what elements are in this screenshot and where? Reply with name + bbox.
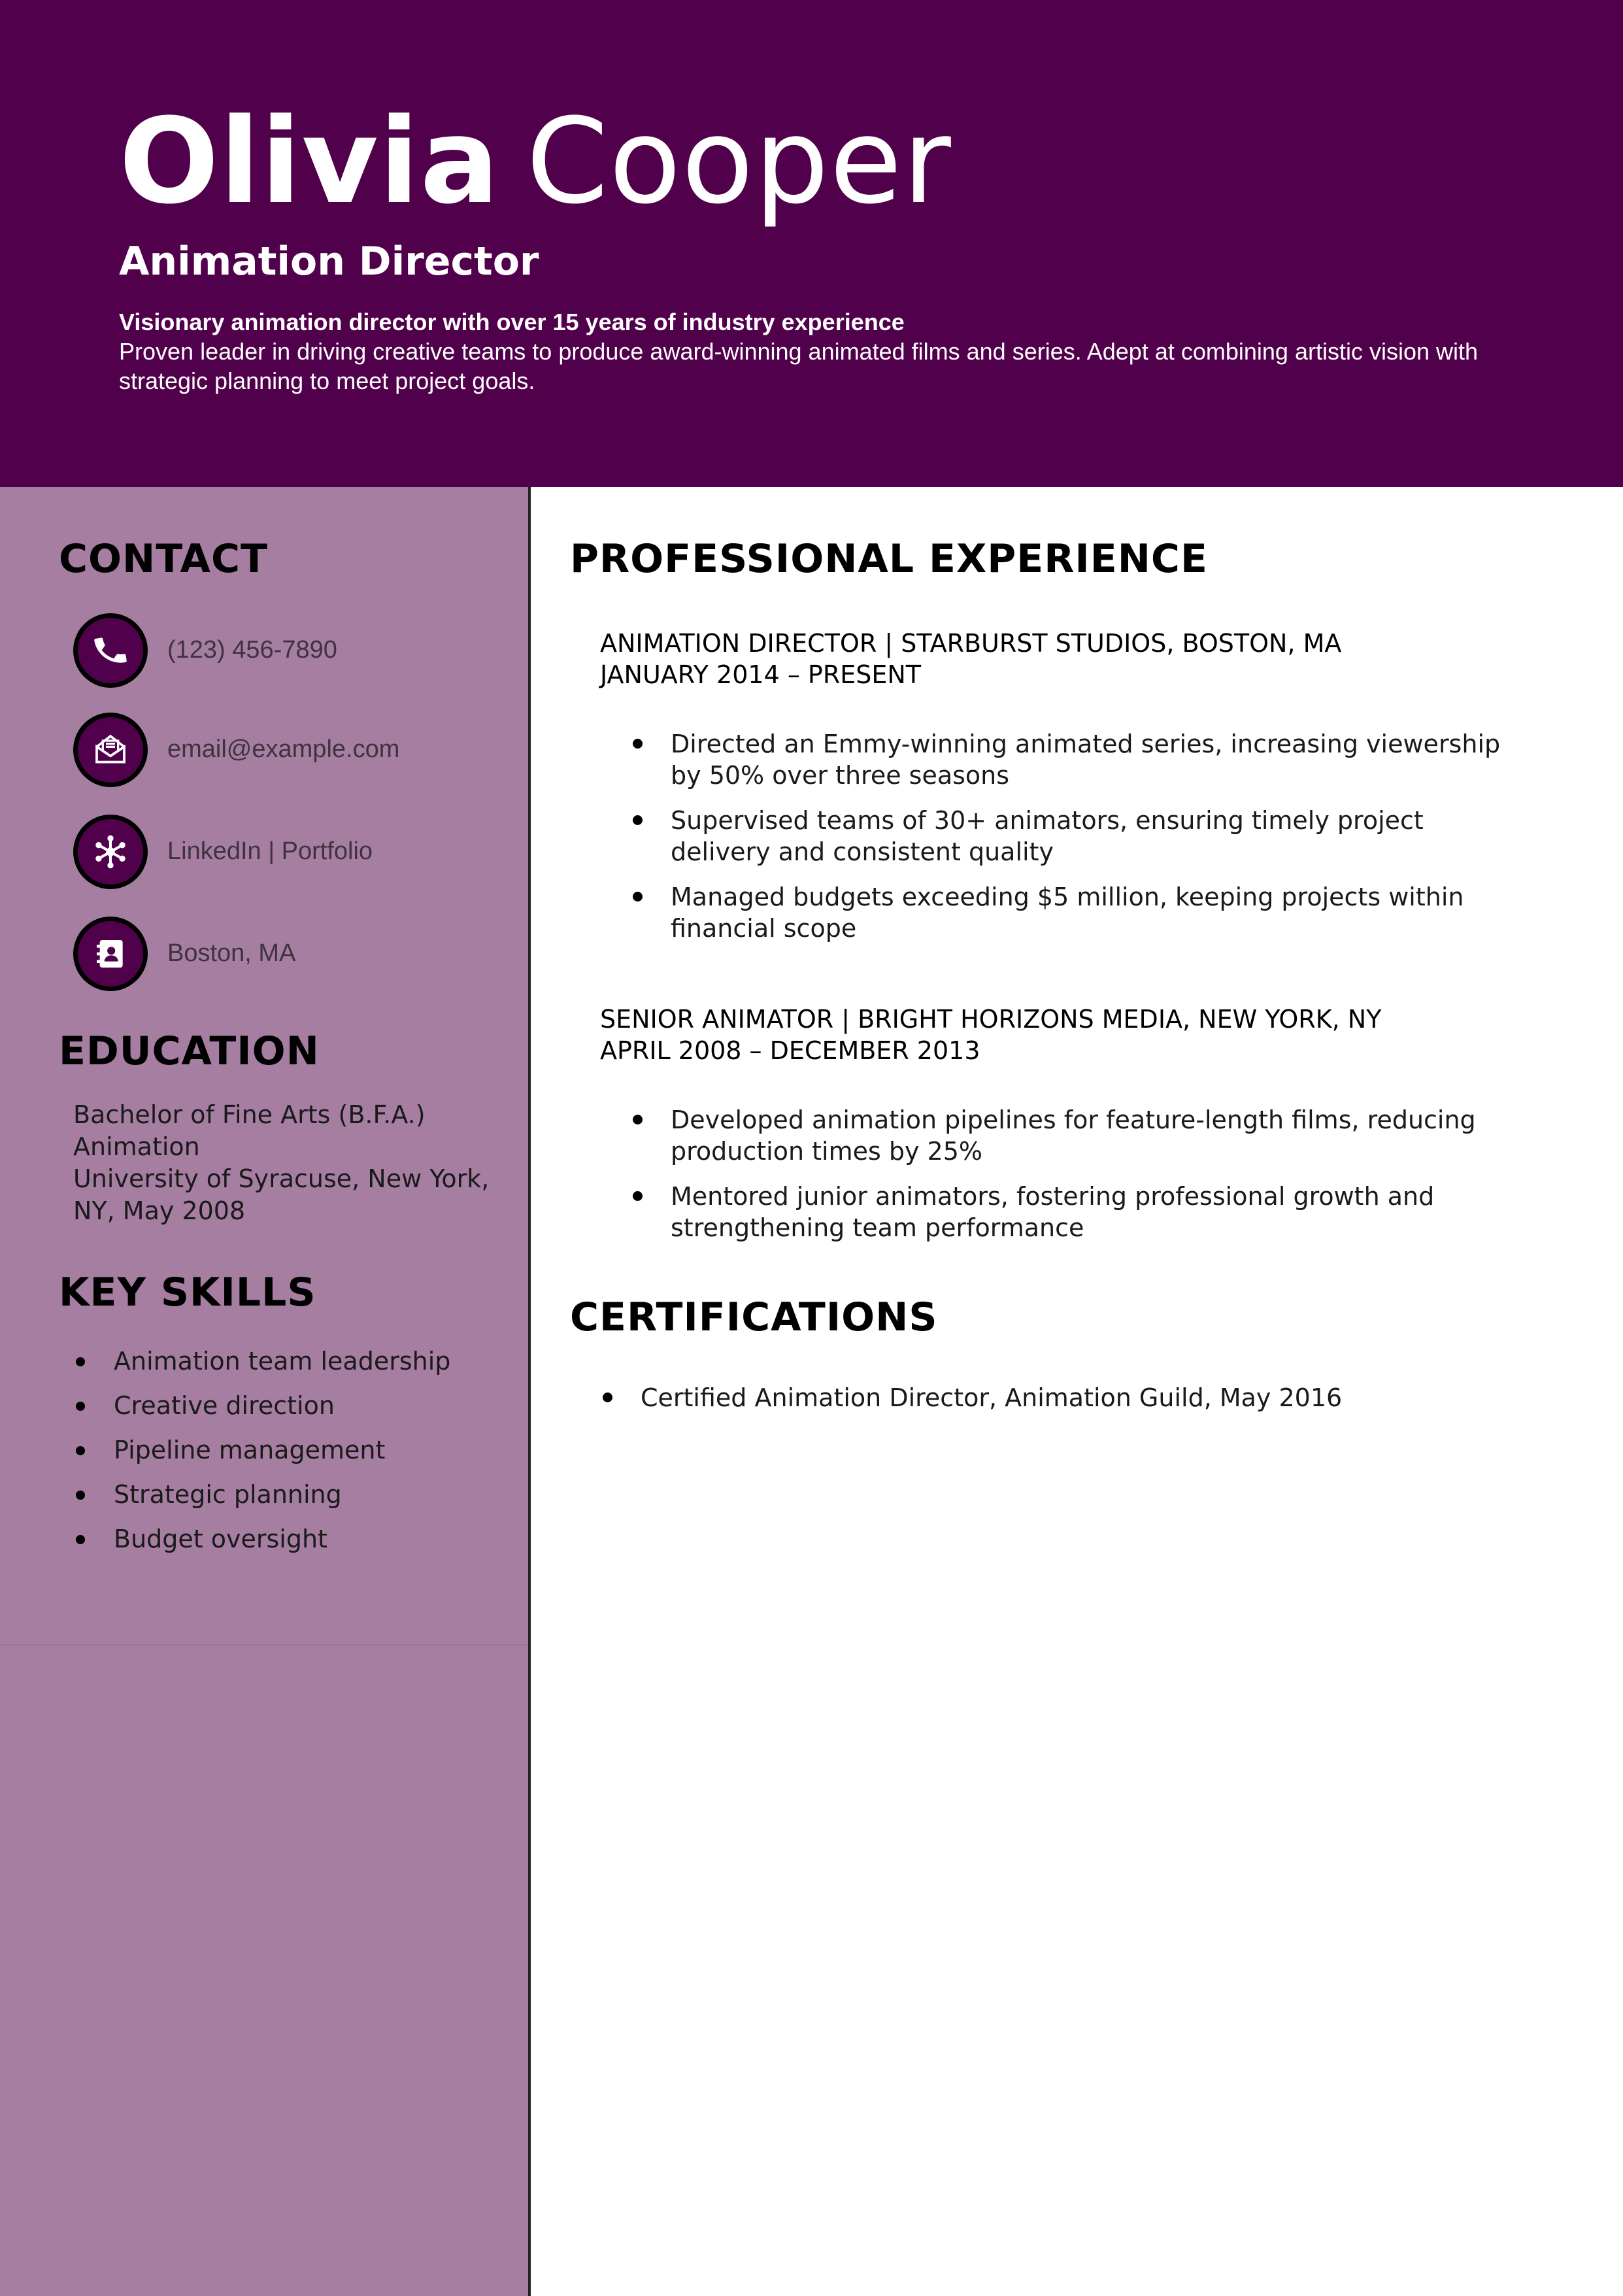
education-degree: Bachelor of Fine Arts (B.F.A.) xyxy=(73,1100,426,1129)
job-bullets xyxy=(600,728,1515,958)
experience-heading: PROFESSIONAL EXPERIENCE xyxy=(570,536,1208,582)
skill-item: Strategic planning xyxy=(73,1472,518,1517)
first-name: Olivia xyxy=(119,93,500,230)
contact-email xyxy=(73,713,518,788)
skills-list xyxy=(73,1339,518,1561)
contact-email-text[interactable]: email@example.com xyxy=(167,735,400,763)
job-role: Animation Director xyxy=(119,239,539,284)
certifications-heading: CERTIFICATIONS xyxy=(570,1294,938,1340)
job-bullet: Mentored junior animators, fostering professional growth and strengthening team performance xyxy=(600,1181,1515,1243)
skill-item: Budget oversight xyxy=(73,1517,518,1561)
contact-phone xyxy=(73,613,518,689)
job-title: SENIOR ANIMATOR | BRIGHT HORIZONS MEDIA, NEW YORK, NY xyxy=(600,1005,1382,1034)
contact-links-text[interactable]: LinkedIn | Portfolio xyxy=(167,837,373,865)
summary-headline: Visionary animation director with over 15 years of industry experience xyxy=(119,309,905,335)
phone-icon xyxy=(73,613,148,688)
job-bullet: Developed animation pipelines for feature-length films, reducing production times by 25% xyxy=(600,1104,1515,1167)
job-bullet: Supervised teams of 30+ animators, ensuring timely project delivery and consistent quality xyxy=(600,805,1515,868)
contact-phone-text[interactable]: (123) 456-7890 xyxy=(167,636,337,664)
last-name: Cooper xyxy=(526,93,952,230)
contact-links xyxy=(73,815,518,890)
job-bullet: Directed an Emmy-winning animated series, increasing viewership by 50% over three seasons xyxy=(600,728,1515,791)
job-bullets xyxy=(600,1104,1515,1257)
skills-heading: KEY SKILLS xyxy=(59,1270,316,1315)
contact-heading: CONTACT xyxy=(59,536,268,582)
job-dates: APRIL 2008 – DECEMBER 2013 xyxy=(600,1036,980,1065)
certification-item: Certified Animation Director, Animation Guild, May 2016 xyxy=(570,1382,1550,1413)
education-location-date: NY, May 2008 xyxy=(73,1196,246,1225)
address-book-icon xyxy=(73,917,148,991)
job-bullet: Managed budgets exceeding $5 million, keeping projects within financial scope xyxy=(600,881,1515,944)
page-fold-line xyxy=(0,1644,528,1646)
education-heading: EDUCATION xyxy=(59,1028,320,1074)
skill-item: Creative direction xyxy=(73,1383,518,1428)
education-major: Animation xyxy=(73,1132,200,1161)
contact-location-text: Boston, MA xyxy=(167,939,296,967)
skill-item: Animation team leadership xyxy=(73,1339,518,1383)
summary-text: Proven leader in driving creative teams to produce award-winning animated films and series. Adept at combining artistic vision with strategic planning to meet project goals. xyxy=(119,338,1479,394)
header-banner xyxy=(0,0,1623,487)
education-school: University of Syracuse, New York, xyxy=(73,1164,490,1193)
contact-location xyxy=(73,917,518,992)
skill-item: Pipeline management xyxy=(73,1428,518,1472)
job-dates: JANUARY 2014 – PRESENT xyxy=(600,660,921,689)
education-entry xyxy=(73,1099,518,1227)
candidate-name xyxy=(119,84,952,241)
certifications-list xyxy=(570,1382,1550,1413)
network-icon xyxy=(73,815,148,889)
email-icon xyxy=(73,713,148,787)
job-title: ANIMATION DIRECTOR | STARBURST STUDIOS, BOSTON, MA xyxy=(600,629,1342,658)
